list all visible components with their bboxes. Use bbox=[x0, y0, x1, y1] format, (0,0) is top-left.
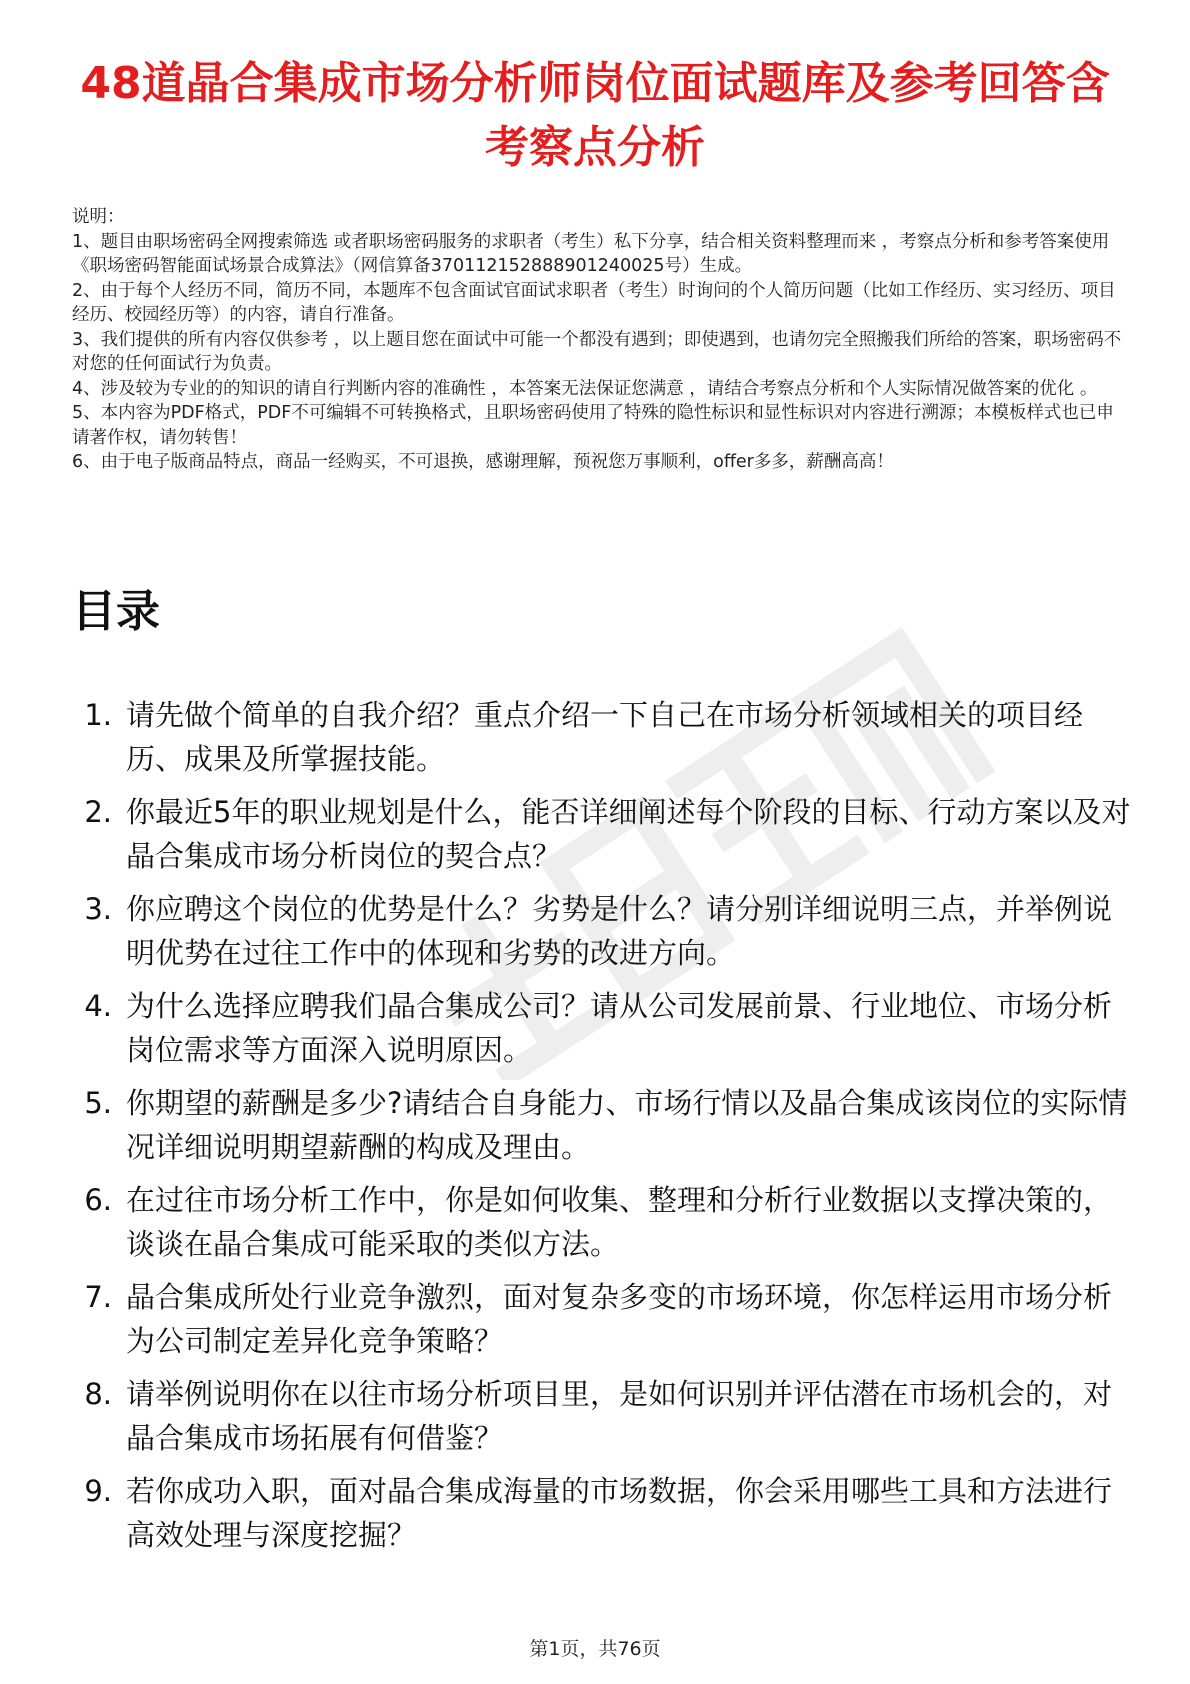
toc-item-text: 你应聘这个岗位的优势是什么？劣势是什么？请分别详细说明三点，并举例说明优势在过往工作中的体现和劣势的改进方向。 bbox=[126, 892, 1113, 970]
toc-item-text: 请先做个简单的自我介绍？重点介绍一下自己在市场分析领域相关的项目经历、成果及所掌握技能。 bbox=[126, 698, 1084, 776]
toc-item-text: 在过往市场分析工作中，你是如何收集、整理和分析行业数据以支撑决策的，谈谈在晶合集成可能采取的类似方法。 bbox=[126, 1183, 1113, 1261]
page-number-footer: 第1页，共76页 bbox=[529, 1638, 661, 1660]
note-item: 1、题目由职场密码全网搜索筛选 或者职场密码服务的求职者（考生）私下分享，结合相关资料整理而来 ，考察点分析和参考答案使用《职场密码智能面试场景合成算法》（网信算备370112152888901240025号）生成。 bbox=[72, 231, 1110, 276]
toc-item-text: 请举例说明你在以往市场分析项目里，是如何识别并评估潜在市场机会的，对晶合集成市场拓展有何借鉴？ bbox=[126, 1377, 1113, 1455]
toc-item-number: 5. bbox=[84, 1086, 112, 1120]
toc-item[interactable] bbox=[72, 1372, 1132, 1460]
toc-item[interactable] bbox=[72, 1081, 1132, 1169]
notes-section bbox=[72, 205, 1127, 475]
toc-item[interactable] bbox=[72, 1469, 1132, 1557]
note-item: 5、本内容为PDF格式，PDF不可编辑不可转换格式，且职场密码使用了特殊的隐性标识和显性标识对内容进行溯源；本模板样式也已申请著作权，请勿转售！ bbox=[72, 403, 1114, 448]
toc-item-number: 9. bbox=[84, 1474, 112, 1508]
toc-item-text: 若你成功入职，面对晶合集成海量的市场数据，你会采用哪些工具和方法进行高效处理与深度挖掘？ bbox=[126, 1474, 1113, 1552]
toc-item-number: 8. bbox=[84, 1377, 112, 1411]
toc-item-text: 为什么选择应聘我们晶合集成公司？请从公司发展前景、行业地位、市场分析岗位需求等方面深入说明原因。 bbox=[126, 989, 1113, 1067]
toc-item[interactable] bbox=[72, 887, 1132, 975]
notes-heading: 说明： bbox=[72, 207, 125, 227]
toc-item-number: 7. bbox=[84, 1280, 112, 1314]
toc-item-text: 你最近5年的职业规划是什么，能否详细阐述每个阶段的目标、行动方案以及对晶合集成市场分析岗位的契合点？ bbox=[126, 795, 1131, 873]
toc-item[interactable] bbox=[72, 1178, 1132, 1266]
toc-item-number: 4. bbox=[84, 989, 112, 1023]
toc-item-number: 2. bbox=[84, 795, 112, 829]
toc-item-text: 晶合集成所处行业竞争激烈，面对复杂多变的市场环境，你怎样运用市场分析为公司制定差异化竞争策略？ bbox=[126, 1280, 1113, 1358]
toc-item[interactable] bbox=[72, 1275, 1132, 1363]
toc-item-text: 你期望的薪酬是多少?请结合自身能力、市场行情以及晶合集成该岗位的实际情况详细说明期望薪酬的构成及理由。 bbox=[126, 1086, 1128, 1164]
toc-item-number: 3. bbox=[84, 892, 112, 926]
note-item: 4、涉及较为专业的的知识的请自行判断内容的准确性 ，本答案无法保证您满意 ，请结合考察点分析和个人实际情况做答案的优化 。 bbox=[72, 378, 1098, 399]
note-item: 2、由于每个人经历不同，简历不同，本题库不包含面试官面试求职者（考生）时询问的个人简历问题（比如工作经历、实习经历、项目经历、校园经历等）的内容，请自行准备。 bbox=[72, 280, 1116, 325]
note-item: 6、由于电子版商品特点，商品一经购买，不可退换，感谢理解，预祝您万事顺利，offer多多，薪酬高高！ bbox=[72, 452, 894, 472]
toc-item-number: 1. bbox=[84, 698, 112, 732]
toc-item-number: 6. bbox=[84, 1183, 112, 1217]
note-item: 3、我们提供的所有内容仅供参考 ，以上题目您在面试中可能一个都没有遇到；即使遇到，也请勿完全照搬我们所给的答案，职场密码不对您的任何面试行为负责。 bbox=[72, 329, 1122, 374]
toc-heading: 目录 bbox=[72, 586, 160, 637]
toc-list bbox=[72, 693, 1132, 1566]
toc-item[interactable] bbox=[72, 984, 1132, 1072]
toc-item[interactable] bbox=[72, 790, 1132, 878]
toc-item[interactable] bbox=[72, 693, 1132, 781]
page-title: 48道晶合集成市场分析师岗位面试题库及参考回答含考察点分析 bbox=[80, 58, 1110, 173]
